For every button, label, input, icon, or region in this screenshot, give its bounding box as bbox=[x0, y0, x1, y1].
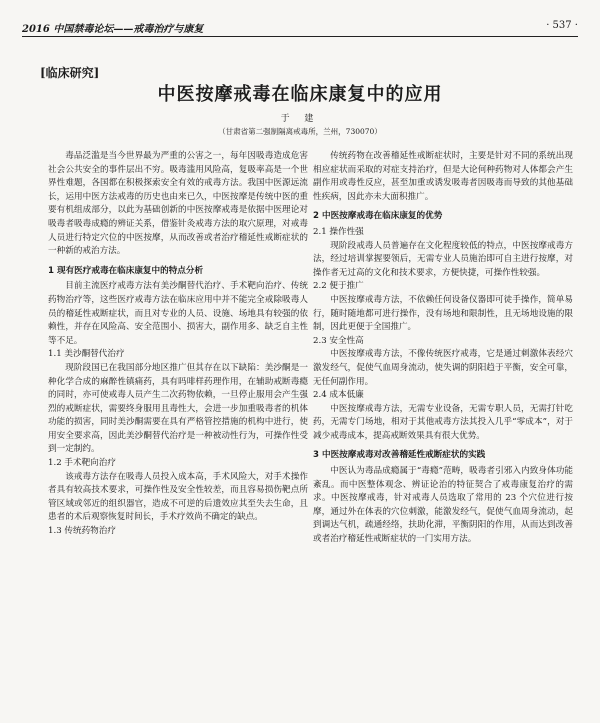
subsection-heading: 2.2 便于推广 bbox=[313, 281, 364, 292]
paragraph: 毒品泛滥是当今世界最为严重的公害之一，每年因吸毒造成危害社会公共安全的事件层出不穷。吸毒滥用风险高，复吸率高是一个世界性难题，各国都在积极探索安全有效的戒毒方法。我国中医源远流长，运用中医方法戒毒的历史也由来已久，中医按摩是传统中医的重要有机组成部分，以此为基础创新的中医按摩戒毒是依据中医理论对吸毒者吸毒成瘾的辨证关系，借鉴针灸戒毒方法的取穴原理，对戒毒人员进行特定穴位的中医按摩，从而改善或者治疗稽延性戒断症状的一种新的戒治方法。 bbox=[48, 151, 308, 257]
subsection-heading: 2.1 操作性强 bbox=[313, 226, 364, 237]
subsection-heading: 1.3 传统药物治疗 bbox=[48, 526, 116, 537]
running-header bbox=[22, 20, 578, 34]
header-rule bbox=[22, 36, 578, 37]
affiliation: （甘肃省第二强制隔离戒毒所，兰州，730070） bbox=[218, 127, 382, 136]
paragraph: 目前主流医疗戒毒方法有美沙酮替代治疗、手术靶向治疗、传统药物治疗等，这些医疗戒毒方法在临床应用中并不能完全戒除吸毒人员的稽延性戒断症状，而且对专业的人员、设施、场地具有较强的依赖性，并存在风险高、安全范围小、损害大，副作用多、缺乏自主性等不足。 bbox=[48, 281, 308, 346]
section-heading: 2 中医按摩戒毒在临床康复的优势 bbox=[313, 211, 443, 222]
journal-title: 2016 中国禁毒论坛——戒毒治疗与康复 bbox=[22, 24, 204, 35]
page-number: · 537 · bbox=[546, 20, 578, 31]
left-column bbox=[48, 150, 308, 539]
subsection-heading: 1.2 手术靶向治疗 bbox=[48, 458, 116, 469]
paragraph: 该戒毒方法存在吸毒人员投入成本高，手术风险大，对手术操作者具有较高技术要求，可操作性及安全性较差，而且容易损伤靶点所管区域或邻近的组织器官，造成不可逆的后遗效应其至失去生命，且患者的术后观察恢复时间长，手术疗效尚不确定的缺点。 bbox=[48, 471, 308, 523]
article-title: 中医按摩戒毒在临床康复中的应用 bbox=[157, 84, 443, 105]
section-heading: 3 中医按摩戒毒对改善稽延性戒断症状的实践 bbox=[313, 450, 486, 461]
paragraph: 中医按摩戒毒方法，不依赖任何设备仪器即可徒手操作，简单易行，随时随地都可进行操作，没有场地和限制性，且无场地设施的限制，因此更便于全国推广。 bbox=[313, 294, 573, 333]
subsection-heading: 2.3 安全性高 bbox=[313, 335, 364, 346]
paragraph: 中医按摩戒毒方法，无需专业设备，无需专职人员，无需打针吃药，无需专门场地，相对于其他戒毒方法其投入几乎“零成本”，对于减少戒毒成本，提高戒断效果具有很大优势。 bbox=[313, 403, 573, 441]
paragraph: 中医按摩戒毒方法，不像传统医疗戒毒，它是通过刺激体表经穴激发经气，促使气血周身流动，使失调的阴阳趋于平衡，安全可靠，无任何副作用。 bbox=[313, 349, 573, 387]
column-tag: [临床研究] bbox=[40, 66, 100, 80]
paragraph: 现阶段国已在我国部分地区推广但其存在以下缺陷：美沙酮是一种化学合成的麻醉性镇痛药，具有吗啡样药理作用，在辅助戒断毒瘾的同时，亦可使戒毒人员产生二次药物依赖，一旦停止服用会产生强烈的戒断症状，需要终身服用且毒性大，会进一步加重吸毒者的机体功能的损害，同时美沙酮需要在具有严格管控措施的机构中进行，使用安全要求高，因此美沙酮替代治疗是一种被动性行为，可操作性受到一定制约。 bbox=[48, 362, 308, 455]
author: 于 建 bbox=[280, 114, 320, 124]
subsection-heading: 2.4 成本低廉 bbox=[313, 390, 364, 401]
subsection-heading: 1.1 美沙酮替代治疗 bbox=[48, 349, 125, 360]
right-column bbox=[313, 150, 573, 547]
paragraph: 传统药物在改善稽延性戒断症状时，主要是针对不同的系统出现相应症状而采取的对症支持治疗，但是大论何种药物对人体都会产生副作用或毒性反应，甚至加重或诱发吸毒者因吸毒而导致的其他基础性疾病，因此亦未大面积推广。 bbox=[313, 151, 573, 202]
paragraph: 现阶段戒毒人员普遍存在文化程度较低的特点，中医按摩戒毒方法，经过培训掌握要领后，无需专业人员施治即可自主进行按摩，对操作者无过高的文化和技术要求，方便快捷，可操作性较强。 bbox=[313, 240, 573, 278]
paragraph: 中医认为毒品成瘾属于“毒瘾”范畴，吸毒者引邪入内致身体功能紊乱。而中医整体观念、辨证论治的特征契合了戒毒康复治疗的需求。中医按摩戒毒，针对戒毒人员选取了常用的 23 个穴位进行按摩，通过外在体表的穴位刺激，能激发经气，促使气血周身流动，起到调达气机，疏通经络，扶助化滞，平衡阴阳的作用，从而达到改善或者治疗稽延性戒断症状的一门实用方法。 bbox=[313, 466, 573, 545]
section-heading: 1 现有医疗戒毒在临床康复中的特点分析 bbox=[48, 265, 204, 276]
